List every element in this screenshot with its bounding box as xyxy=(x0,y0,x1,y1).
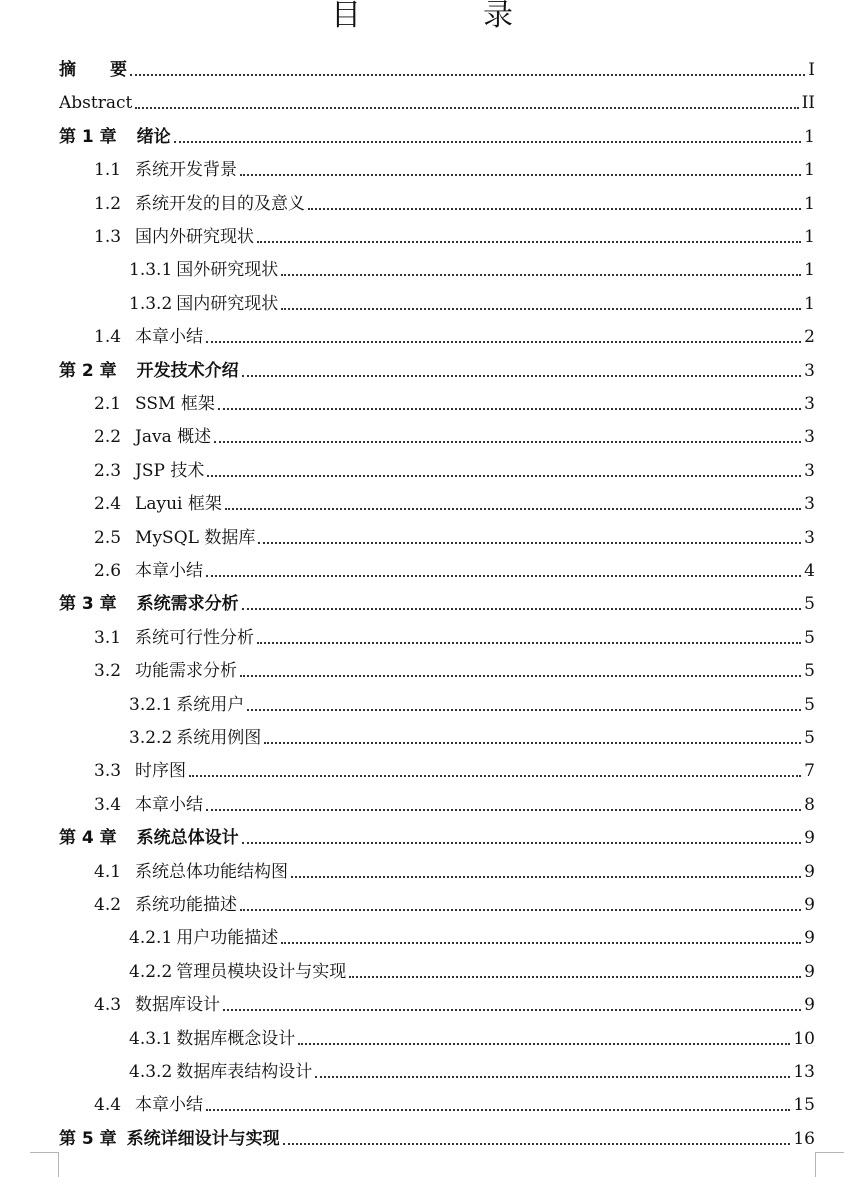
toc-entry-page-number: 9 xyxy=(804,961,815,982)
toc-entry-label: 数据库设计 xyxy=(135,995,221,1016)
toc-entry[interactable] xyxy=(94,415,815,448)
toc-entry-number: 4.2.1 xyxy=(129,928,173,949)
toc-entry-page-number: 7 xyxy=(804,761,815,782)
toc-entry-label: 本章小结 xyxy=(135,794,204,815)
toc-entry[interactable] xyxy=(129,683,815,716)
toc-entry-number: 3.2.2 xyxy=(129,728,173,748)
toc-entry[interactable] xyxy=(59,349,815,382)
toc-entry-number: 第 3 章 xyxy=(59,594,117,615)
toc-entry[interactable] xyxy=(59,115,815,148)
toc-entry-page-number: 3 xyxy=(804,360,815,381)
toc-entry-number: 1.2 xyxy=(94,193,122,214)
toc-entry-page-number: 10 xyxy=(793,1028,815,1049)
toc-entry-number: 1.4 xyxy=(94,327,122,348)
toc-entry[interactable] xyxy=(59,582,815,615)
toc-entry-label: 系统可行性分析 xyxy=(135,627,255,648)
toc-entry-number: 4.2 xyxy=(94,895,122,915)
crop-mark-right xyxy=(815,1152,844,1177)
dot-leader xyxy=(247,709,801,711)
toc-entry-label: 系统开发的目的及意义 xyxy=(135,193,306,214)
toc-entry-page-number: 3 xyxy=(804,527,815,548)
toc-entry-label: 功能需求分析 xyxy=(135,661,238,682)
crop-mark-left xyxy=(30,1152,59,1177)
toc-entry-label: 国外研究现状 xyxy=(176,260,279,281)
toc-entry[interactable] xyxy=(94,616,815,649)
toc-entry-label: 系统总体功能结构图 xyxy=(135,861,289,882)
dot-leader xyxy=(281,274,801,276)
dot-leader xyxy=(174,141,802,143)
toc-entry-page-number: 3 xyxy=(804,427,815,448)
toc-entry[interactable] xyxy=(129,282,815,315)
toc-entry-page-number: 1 xyxy=(804,227,815,247)
toc-entry-label: 管理员模块设计与实现 xyxy=(176,961,347,982)
toc-entry[interactable] xyxy=(94,783,815,816)
toc-entry[interactable] xyxy=(94,649,815,682)
toc-entry[interactable] xyxy=(94,449,815,482)
toc-entry-label: 系统用户 xyxy=(176,694,245,715)
dot-leader xyxy=(308,208,801,210)
toc-entry-page-number: 9 xyxy=(804,895,815,915)
toc-entry-number: 4.3.1 xyxy=(129,1028,173,1049)
toc-entry-label: 绪论 xyxy=(136,126,171,147)
toc-entry-label: 本章小结 xyxy=(135,561,204,581)
toc-entry-page-number: 5 xyxy=(804,627,815,648)
toc-entry-label: 数据库概念设计 xyxy=(176,1028,296,1049)
dot-leader xyxy=(240,675,801,677)
toc-entry-page-number: 9 xyxy=(804,995,815,1016)
toc-entry-number: 第 2 章 xyxy=(59,360,117,381)
dot-leader xyxy=(281,308,801,310)
toc-entry[interactable] xyxy=(129,248,815,281)
toc-entry-number: 2.6 xyxy=(94,561,122,581)
toc-entry-number: 1.3.2 xyxy=(129,293,173,314)
page-title: 目 录 xyxy=(331,0,559,33)
dot-leader xyxy=(206,575,801,577)
dot-leader xyxy=(315,1076,790,1078)
toc-entry[interactable] xyxy=(94,315,815,348)
toc-entry[interactable] xyxy=(129,1050,815,1083)
dot-leader xyxy=(258,542,801,544)
toc-entry-number: 3.4 xyxy=(94,794,122,815)
toc-entry-number: 2.1 xyxy=(94,394,122,414)
toc-entry-number: 3.2.1 xyxy=(129,694,173,715)
toc-entry-number: 1.3.1 xyxy=(129,260,173,281)
dot-leader xyxy=(240,909,801,911)
toc-entry-label: 系统功能描述 xyxy=(135,895,238,915)
toc-entry-page-number: 3 xyxy=(804,394,815,414)
toc-entry-page-number: 3 xyxy=(804,494,815,515)
toc-entry[interactable] xyxy=(94,1083,815,1116)
toc-entry-number: 3.1 xyxy=(94,627,122,648)
toc-entry-number: 3.2 xyxy=(94,661,122,682)
dot-leader xyxy=(242,375,802,377)
toc-entry-page-number: 4 xyxy=(804,561,815,581)
dot-leader xyxy=(242,842,802,844)
toc-entry[interactable] xyxy=(94,983,815,1016)
toc-entry[interactable] xyxy=(94,549,815,582)
toc-entry-label: 系统用例图 xyxy=(176,728,262,748)
toc-entry-number: 2.2 xyxy=(94,427,122,448)
dot-leader xyxy=(257,642,801,644)
toc-entry[interactable] xyxy=(94,850,815,883)
toc-entry-label: Layui 框架 xyxy=(135,494,222,515)
toc-entry-page-number: 16 xyxy=(793,1128,815,1149)
dot-leader xyxy=(264,742,801,744)
toc-entry-number: 3.3 xyxy=(94,761,122,782)
toc-entry-page-number: 1 xyxy=(804,126,815,147)
toc-entry-label: 国内外研究现状 xyxy=(135,227,255,247)
toc-entry-number: 2.4 xyxy=(94,494,122,515)
toc-entry[interactable] xyxy=(129,916,815,949)
toc-entry-number: 第 1 章 xyxy=(59,126,117,147)
toc-entry-label: 国内研究现状 xyxy=(176,293,279,314)
dot-leader xyxy=(291,876,801,878)
dot-leader xyxy=(240,174,801,176)
toc-entry-page-number: 3 xyxy=(804,460,815,481)
dot-leader xyxy=(283,1143,791,1145)
toc-entry[interactable] xyxy=(94,215,815,248)
toc-entry-label: 系统需求分析 xyxy=(136,594,239,615)
toc-entry-page-number: 15 xyxy=(793,1095,815,1116)
toc-entry-page-number: II xyxy=(801,93,815,114)
toc-entry-label: MySQL 数据库 xyxy=(135,527,256,548)
dot-leader xyxy=(214,441,801,443)
toc-entry[interactable] xyxy=(129,716,815,749)
toc-entry-label: 系统总体设计 xyxy=(136,828,239,849)
toc-entry-page-number: I xyxy=(808,60,815,80)
toc-entry-number: 2.3 xyxy=(94,460,122,481)
toc-entry-number: 第 4 章 xyxy=(59,828,117,849)
toc-entry-label: Java 概述 xyxy=(135,427,212,448)
toc-entry-page-number: 2 xyxy=(804,327,815,348)
toc-entry-page-number: 9 xyxy=(804,828,815,849)
toc-entry[interactable] xyxy=(59,81,815,114)
toc-entry-label: 本章小结 xyxy=(135,1095,204,1116)
dot-leader xyxy=(281,942,801,944)
dot-leader xyxy=(349,976,801,978)
toc-entry-number: 4.3.2 xyxy=(129,1062,173,1082)
toc-entry-page-number: 1 xyxy=(804,260,815,281)
dot-leader xyxy=(223,1009,801,1011)
toc-entry[interactable] xyxy=(94,382,815,415)
toc-entry-label: 时序图 xyxy=(135,761,187,782)
toc-entry-label: 用户功能描述 xyxy=(176,928,279,949)
toc-entry[interactable] xyxy=(94,516,815,549)
toc-entry[interactable] xyxy=(94,182,815,215)
toc-entry-number: 4.4 xyxy=(94,1095,122,1116)
dot-leader xyxy=(206,1109,790,1111)
dot-leader xyxy=(225,508,801,510)
toc-entry[interactable] xyxy=(94,148,815,181)
toc-entry-page-number: 5 xyxy=(804,594,815,615)
toc-entry-page-number: 5 xyxy=(804,728,815,748)
toc-entry-number: 第 5 章 xyxy=(59,1128,117,1149)
toc-entry-page-number: 1 xyxy=(804,160,815,181)
toc-entry-label: 开发技术介绍 xyxy=(136,360,239,381)
toc-entry[interactable] xyxy=(129,950,815,983)
toc-entry-label: 系统详细设计与实现 xyxy=(126,1128,280,1149)
dot-leader xyxy=(207,475,801,477)
toc-entry-page-number: 13 xyxy=(793,1062,815,1082)
toc-entry[interactable] xyxy=(59,1117,815,1150)
dot-leader xyxy=(242,608,802,610)
toc-entry-page-number: 8 xyxy=(804,794,815,815)
toc-entry-label: JSP 技术 xyxy=(135,460,205,481)
toc-entry-number: 4.3 xyxy=(94,995,122,1016)
toc-entry-page-number: 9 xyxy=(804,861,815,882)
toc-entry-label: 本章小结 xyxy=(135,327,204,348)
toc-entry[interactable] xyxy=(94,883,815,916)
toc-entry-number: 4.1 xyxy=(94,861,122,882)
toc-entry-number: 1.1 xyxy=(94,160,122,181)
dot-leader xyxy=(189,775,801,777)
toc-entry[interactable] xyxy=(59,48,815,81)
toc-entry-number: 4.2.2 xyxy=(129,961,173,982)
toc-entry-page-number: 5 xyxy=(804,694,815,715)
dot-leader xyxy=(130,74,805,76)
toc-entry-page-number: 5 xyxy=(804,661,815,682)
toc-entry-page-number: 1 xyxy=(804,193,815,214)
dot-leader xyxy=(218,408,801,410)
toc-entry-label: 系统开发背景 xyxy=(135,160,238,181)
toc-entry-label: Abstract xyxy=(59,93,133,114)
dot-leader xyxy=(206,341,801,343)
toc-entry-page-number: 1 xyxy=(804,293,815,314)
toc-entry-number: 1.3 xyxy=(94,227,122,247)
dot-leader xyxy=(206,809,801,811)
toc-entry[interactable] xyxy=(59,816,815,849)
dot-leader xyxy=(298,1043,790,1045)
toc-entry[interactable] xyxy=(94,482,815,515)
toc-entry[interactable] xyxy=(129,1017,815,1050)
toc-entry-label: 数据库表结构设计 xyxy=(176,1062,313,1082)
toc-entry-page-number: 9 xyxy=(804,928,815,949)
dot-leader xyxy=(135,107,798,109)
dot-leader xyxy=(257,241,801,243)
toc-entry-label: SSM 框架 xyxy=(135,394,215,414)
toc-entry-label: 摘 要 xyxy=(59,60,127,80)
toc-entry[interactable] xyxy=(94,749,815,782)
toc-entry-number: 2.5 xyxy=(94,527,122,548)
